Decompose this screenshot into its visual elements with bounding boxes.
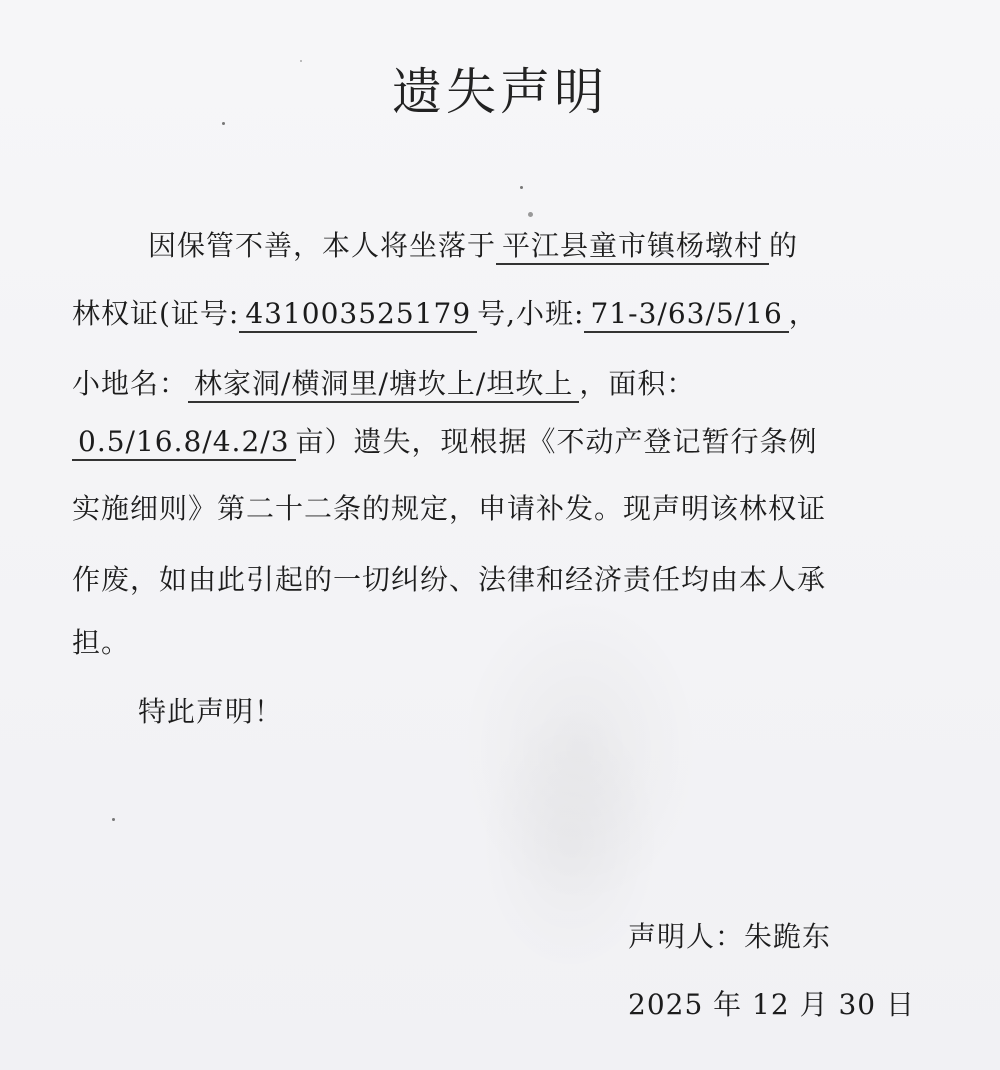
body-line-6: 作废，如由此引起的一切纠纷、法律和经济责任均由本人承 xyxy=(72,563,827,596)
location-field: 平江县童市镇杨墩村 xyxy=(496,229,769,265)
line4-suffix: 亩）遗失，现根据《不动产登记暂行条例 xyxy=(295,425,818,458)
line1-suffix: 的 xyxy=(769,229,799,262)
declarant-name: 朱跪东 xyxy=(744,920,832,953)
line2-suffix: ， xyxy=(788,297,818,330)
line2-prefix: 林权证(证号: xyxy=(72,297,240,330)
place-name-field: 林家洞/横洞里/塘坎上/坦坎上 xyxy=(188,367,579,403)
line3-suffix: ，面积： xyxy=(579,367,696,400)
declarant-line xyxy=(628,915,831,955)
body-line-3 xyxy=(72,364,695,404)
body-line-5: 实施细则》第二十二条的规定，申请补发。现声明该林权证 xyxy=(72,492,827,525)
scan-speck xyxy=(528,212,533,217)
body-line-2 xyxy=(72,294,818,334)
body-line-7: 担。 xyxy=(72,626,131,659)
scan-speck xyxy=(520,186,523,189)
cert-number-field: 431003525179 xyxy=(239,297,477,333)
area-field: 0.5/16.8/4.2/3 xyxy=(72,425,296,461)
line1-prefix: 因保管不善，本人将坐落于 xyxy=(148,229,497,262)
scan-speck xyxy=(112,818,115,821)
scan-speck xyxy=(300,60,302,62)
line2-mid: 号,小班: xyxy=(477,297,585,330)
declarant-label: 声明人： xyxy=(628,920,745,953)
body-line-4 xyxy=(72,422,818,462)
declaration-date: 2025 年 12 月 30 日 xyxy=(628,988,916,1021)
scan-speck xyxy=(222,122,225,125)
line3-prefix: 小地名： xyxy=(72,367,189,400)
subclass-field: 71-3/63/5/16 xyxy=(584,297,788,333)
closing-statement: 特此声明！ xyxy=(138,695,284,728)
body-line-1 xyxy=(72,226,798,266)
document-title: 遗失声明 xyxy=(392,63,608,121)
